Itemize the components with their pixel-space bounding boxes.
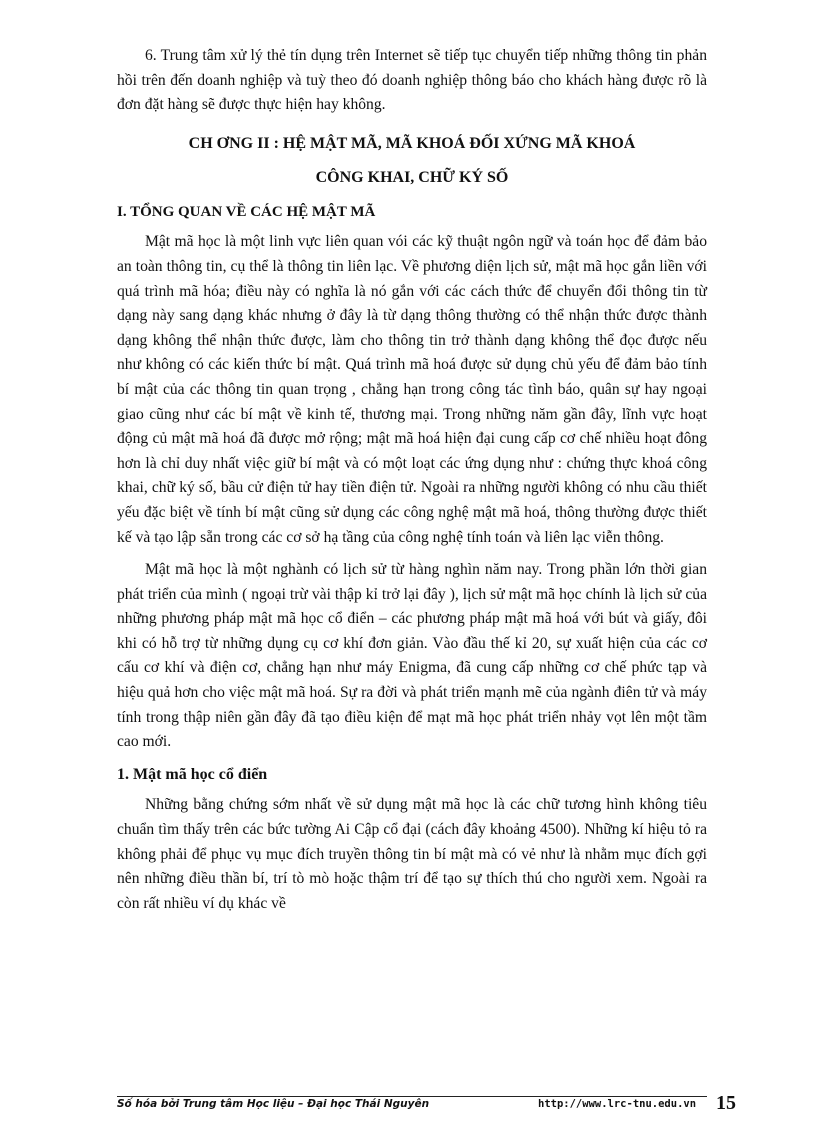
footer-source: Số hóa bởi Trung tâm Học liệu – Đại học Thái Nguyên [117,1098,430,1110]
subsection-paragraph: Những bằng chứng sớm nhất về sử dụng mật mã học là các chữ tương hình không tiêu chuẩn tìm thấy trên các bức tường Ai Cập cổ đại (cách đây khoảng 4500). Những kí hiệu tỏ ra không phải để phục vụ mục đích truyền thông tin bí mật mà có vẻ như là nhằm mục đích gợi nên những điều thần bí, trí tò mò hoặc thậm trí để tạo sự thích thú cho người xem. Ngoài ra còn rất nhiều ví dụ khác về [117,796,707,912]
page-number: 15 [716,1092,736,1114]
page-body [117,44,707,916]
chapter-title-line1: CH ƠNG II : HỆ MẬT MÃ, MÃ KHOÁ ĐỐI XỨNG MÃ KHOÁ [188,134,636,152]
footer-url[interactable]: http://www.lrc-tnu.edu.vn [538,1098,697,1110]
section-heading: I. TỔNG QUAN VỀ CÁC HỆ MẬT MÃ [117,203,376,220]
section-paragraph-2: Mật mã học là một nghành có lịch sử từ hàng nghìn năm nay. Trong phần lớn thời gian phát triển của mình ( ngoại trừ vài thập kỉ trở lại đây ), lịch sử mật mã học chính là lịch sử của những phương pháp mật mã học cổ điển – các phương pháp mật mã hoá với bút và giấy, đôi khi có hỗ trợ từ những dụng cụ cơ khí đơn giản. Vào đầu thế kỉ 20, sự xuất hiện của các cơ cấu cơ khí và điện cơ, chẳng hạn như máy Enigma, đã cung cấp những cơ chế phức tạp và hiệu quả hơn cho việc mật mã hoá. Sự ra đời và phát triển mạnh mẽ của ngành điên tử và máy tính trong thập niên gần đây đã tạo điều kiện để mạt mã học phát triển nhảy vọt lên một tầm cao mới. [117,561,707,751]
chapter-title-line2: CÔNG KHAI, CHỮ KÝ SỐ [315,168,509,186]
intro-paragraph: 6. Trung tâm xử lý thẻ tín dụng trên Internet sẽ tiếp tục chuyển tiếp những thông tin phản hồi trên đến doanh nghiệp và tuỳ theo đó doanh nghiệp thông báo cho khách hàng được rõ là đơn đặt hàng sẽ được thực hiện hay không. [117,47,707,114]
subsection-heading: 1. Mật mã học cổ điển [117,765,268,783]
footer-divider [117,1096,707,1097]
chapter-title [117,132,707,190]
section-paragraph-1: Mật mã học là một linh vực liên quan vói các kỹ thuật ngôn ngữ và toán học để đảm bảo an toàn thông tin, cụ thể là thông tin liên lạc. Về phương diện lịch sử, mật mã học gắn liền với quá trình mã hóa; điều này có nghĩa là nó gắn với các cách thức để chuyển đổi thông tin từ dạng này sang dạng khác nhưng ở đây là từ dạng thông thường có thể nhận thức được thành dạng không thể nhận thức được, làm cho thông tin trở thành dạng không thể đọc được nếu như không có các kiến thức bí mật. Quá trình mã hoá được sử dụng chủ yếu để đảm bảo tính bí mật của các thông tin quan trọng , chẳng hạn trong công tác tình báo, quân sự hay ngoại giao cũng như các bí mật về kinh tế, thương mại. Trong những năm gần đây, lĩnh vực hoạt động củ mật mã hoá đã được mở rộng; mật mã hoá hiện đại cung cấp cơ chế nhiều hoạt đông hơn là chỉ duy nhất việc giữ bí mật và có một loạt các ứng dụng như : chứng thực khoá công khai, chữ ký số, bầu cử điện tử hay tiền điện tử. Ngoài ra những người không có nhu cầu thiết yếu đặc biệt về tính bí mật cũng sử dụng các công nghệ mật mã hoá, thông thường được thiết kế và tạo lập sẵn trong các cơ sở hạ tầng của công nghệ tính toán và liên lạc viễn thông. [117,233,707,546]
